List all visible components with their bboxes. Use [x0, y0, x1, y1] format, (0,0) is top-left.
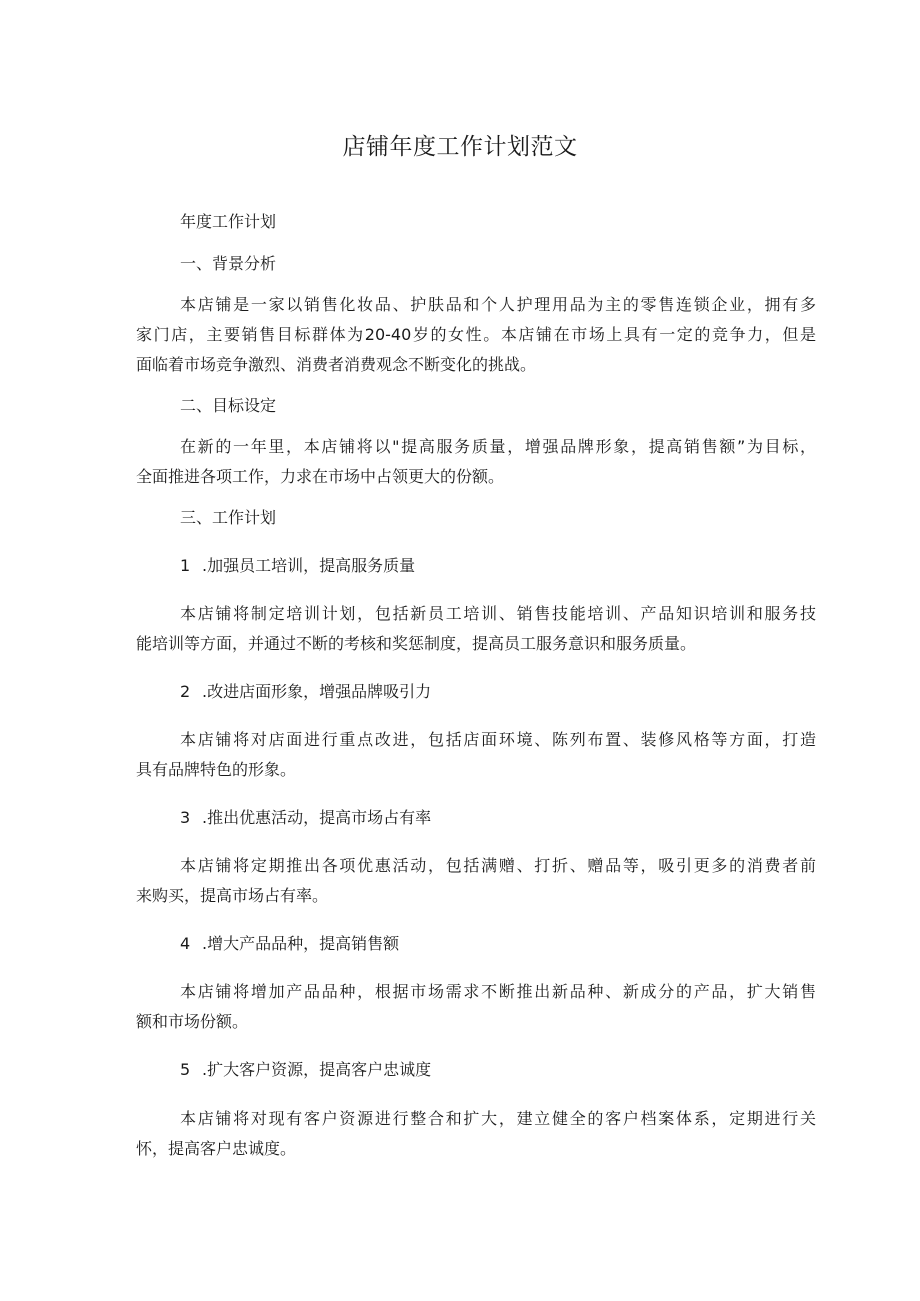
paragraph-line: 能培训等方面，并通过不断的考核和奖惩制度，提高员工服务意识和服务质量。 — [136, 634, 697, 653]
plan-item-heading — [180, 803, 816, 833]
plan-item-heading — [180, 929, 816, 959]
paragraph-line: 本店铺将对现有客户资源进行整合和扩大，建立健全的客户档案体系，定期进行关 — [180, 1109, 816, 1128]
plan-item-number: 3 — [180, 808, 191, 827]
paragraph-line: 全面推进各项工作，力求在市场中占领更大的份额。 — [136, 467, 505, 486]
plan-item-number: 4 — [180, 934, 191, 953]
plan-item-heading — [180, 1055, 816, 1085]
plan-item-heading — [180, 551, 816, 581]
plan-item-number: 1 — [180, 556, 191, 575]
paragraph-line: 本店铺将定期推出各项优惠活动，包括满赠、打折、赠品等，吸引更多的消费者前 — [180, 856, 816, 875]
plan-heading: 年度工作计划 — [180, 212, 277, 231]
paragraph-line: 在新的一年里，本店铺将以"提高服务质量，增强品牌形象，提高销售额”为目标， — [180, 437, 816, 456]
paragraph-line: 怀，提高客户忠诚度。 — [136, 1139, 297, 1158]
document-title: 店铺年度工作计划范文 — [342, 134, 578, 160]
plan-item-number: 5 — [180, 1060, 191, 1079]
plan-item-title: .扩大客户资源，提高客户忠诚度 — [202, 1060, 432, 1079]
paragraph-line: 额和市场份额。 — [136, 1012, 249, 1031]
paragraph-line: 来购买，提高市场占有率。 — [136, 886, 329, 905]
section-heading-work-plan: 三、工作计划 — [180, 508, 277, 527]
plan-item-title: .增大产品品种，提高销售额 — [202, 934, 400, 953]
paragraph-line: 本店铺是一家以销售化妆品、护肤品和个人护理用品为主的零售连锁企业，拥有多 — [180, 295, 816, 314]
section-heading-goals: 二、目标设定 — [180, 396, 277, 415]
paragraph-line: 本店铺将制定培训计划，包括新员工培训、销售技能培训、产品知识培训和服务技 — [180, 604, 816, 623]
paragraph-line: 本店铺将对店面进行重点改进，包括店面环境、陈列布置、装修风格等方面，打造 — [180, 730, 816, 749]
paragraph-line: 本店铺将增加产品品种，根据市场需求不断推出新品种、新成分的产品，扩大销售 — [180, 982, 816, 1001]
plan-item-title: .加强员工培训，提高服务质量 — [202, 556, 416, 575]
paragraph-line: 具有品牌特色的形象。 — [136, 760, 297, 779]
paragraph-line: 家门店，主要销售目标群体为20-40岁的女性。本店铺在市场上具有一定的竞争力，但是 — [136, 325, 816, 344]
paragraph-line: 面临着市场竞争激烈、消费者消费观念不断变化的挑战。 — [136, 355, 537, 374]
plan-item-title: .改进店面形象，增强品牌吸引力 — [202, 682, 432, 701]
plan-item-title: .推出优惠活动，提高市场占有率 — [202, 808, 432, 827]
plan-item-number: 2 — [180, 682, 191, 701]
section-heading-background: 一、背景分析 — [180, 254, 277, 273]
plan-item-heading — [180, 677, 816, 707]
